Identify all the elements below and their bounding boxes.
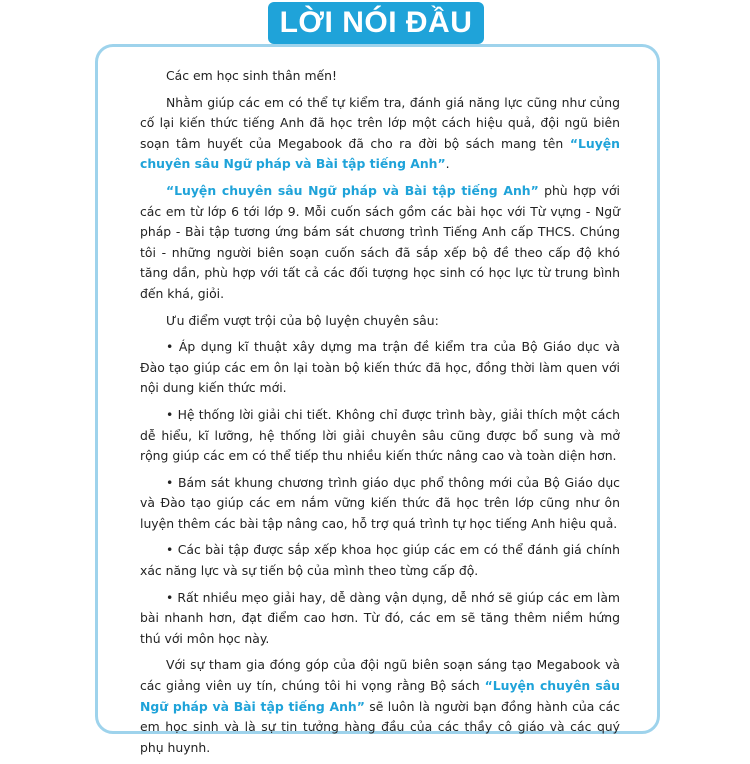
list-item: • Rất nhiều mẹo giải hay, dễ dàng vận dụng, dễ nhớ sẽ giúp các em làm bài nhanh hơn, đạt điểm cao hơn. Từ đó, các em sẽ tăng thêm niềm hứng thú với môn học này. [140, 589, 620, 646]
intro-text: Nhằm giúp các em có thể tự kiểm tra, đánh giá năng lực cũng như củng cố lại kiến thức tiếng Anh đã học trên lớp một cách hiệu quả, đội ngũ biên soạn tâm huyết của Megabook đã cho ra đời bộ sách mang tên [140, 94, 620, 151]
book-title-highlight: “Luyện chuyên sâu Ngữ pháp và Bài tập tiếng Anh” [140, 135, 620, 172]
list-item: • Hệ thống lời giải chi tiết. Không chỉ được trình bày, giải thích một cách dễ hiểu, kĩ lưỡng, hệ thống lời giải chuyên sâu cũng được bổ sung và mở rộng giúp các em có thể tiếp thu nhiều kiến thức nâng cao và toàn diện hơn. [140, 406, 620, 464]
closing-end: sẽ luôn là người bạn đồng hành của các em học sinh và là sự tin tưởng hàng đầu của các thầy cô giáo và các quý phụ huynh. [140, 698, 620, 755]
list-item: • Bám sát khung chương trình giáo dục phổ thông mới của Bộ Giáo dục và Đào tạo giúp các em nắm vững kiến thức đã học trên lớp cũng như ôn luyện thêm các bài tập nâng cao, hỗ trợ quá trình tự học tiếng Anh hiệu quả. [140, 474, 620, 531]
book-title-highlight: “Luyện chuyên sâu Ngữ pháp và Bài tập tiếng Anh” [140, 678, 620, 714]
intro-end: . [445, 156, 450, 172]
closing-text: Với sự tham gia đóng góp của đội ngũ biên soạn sáng tạo Megabook và các giảng viên uy tín, chúng tôi hi vọng rằng Bộ sách [140, 657, 620, 694]
list-item: • Áp dụng kĩ thuật xây dựng ma trận đề kiểm tra của Bộ Giáo dục và Đào tạo giúp các em ôn lại toàn bộ kiến thức đã học, đồng thời làm quen với nội dung kiến thức mới. [140, 339, 620, 396]
advantages-intro: Ưu điểm vượt trội của bộ luyện chuyên sâu: [166, 312, 439, 328]
page-title: LỜI NÓI ĐẦU [268, 2, 484, 44]
greeting: Các em học sinh thân mến! [166, 68, 337, 83]
list-item: • Các bài tập được sắp xếp khoa học giúp các em có thể đánh giá chính xác năng lực và sự tiến bộ của mình theo từng cấp độ. [140, 542, 620, 579]
scope-text: phù hợp với các em từ lớp 6 tới lớp 9. Mỗi cuốn sách gồm các bài học với Từ vựng - Ngữ pháp - Bài tập tương ứng bám sát chương trình Tiếng Anh cấp THCS. Chúng tôi - những người biên soạn cuốn sách đã sắp xếp bộ đề theo cấp độ khó tăng dần, phù hợp với tất cả các đối tượng học sinh có học lực từ trung bình đến khá, giỏi. [140, 182, 620, 301]
paragraph-closing [140, 655, 620, 758]
preface-body [140, 66, 620, 764]
paragraph-intro [140, 93, 620, 175]
book-title-highlight: “Luyện chuyên sâu Ngữ pháp và Bài tập tiếng Anh” [166, 182, 539, 198]
paragraph-scope [140, 181, 620, 305]
